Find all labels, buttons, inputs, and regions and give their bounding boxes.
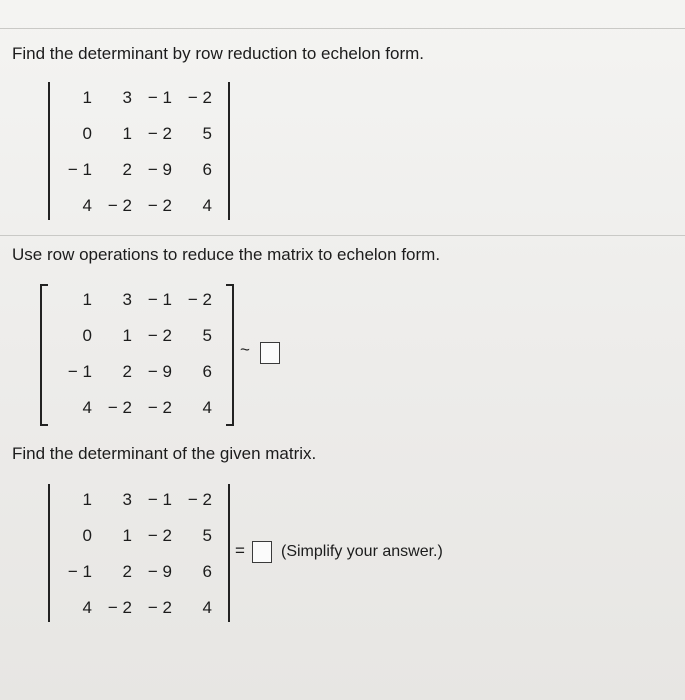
matrix-cell-r2-c3: − 2 [147,326,172,345]
matrix-cell-r2-c2: 1 [122,124,132,143]
top-divider [0,28,685,29]
matrix-cell-r3-c4: 6 [202,160,212,179]
matrix-cell-r1-c1: 1 [82,88,92,107]
matrix-cell-r2-c4: 5 [202,326,212,345]
matrix-cell-r1-c2: 3 [122,88,132,107]
matrix-cell-r2-c2: 1 [122,526,132,545]
matrix-cell-r2-c2: 1 [122,326,132,345]
matrix-cell-r3-c3: − 9 [147,562,172,581]
question-prompt: Find the determinant by row reduction to echelon form. [12,44,424,63]
matrix-cell-r4-c2: − 2 [107,398,132,417]
matrix-cell-r2-c1: 0 [82,526,92,545]
matrix-cell-r3-c4: 6 [202,362,212,381]
matrix-cell-r3-c1: − 1 [67,362,92,381]
matrix-cell-r3-c2: 2 [122,160,132,179]
echelon-answer-input[interactable] [260,342,280,364]
matrix-cell-r3-c3: − 9 [147,362,172,381]
section-divider [0,235,685,236]
matrix-bracket-right [226,284,234,426]
matrix-cell-r3-c1: − 1 [67,562,92,581]
matrix-cell-r3-c2: 2 [122,362,132,381]
matrix-cell-r1-c2: 3 [122,290,132,309]
equals-symbol: = [235,541,245,560]
matrix-cell-r4-c3: − 2 [147,398,172,417]
determinant-bar-left [48,82,50,220]
determinant-bar-right [228,82,230,220]
matrix-cell-r4-c4: 4 [202,398,212,417]
matrix-cell-r1-c4: − 2 [187,490,212,509]
matrix-cell-r2-c3: − 2 [147,526,172,545]
row-ops-prompt: Use row operations to reduce the matrix to echelon form. [12,245,441,264]
matrix-cell-r2-c4: 5 [202,526,212,545]
matrix-cell-r4-c4: 4 [202,598,212,617]
matrix-cell-r3-c4: 6 [202,562,212,581]
matrix-cell-r4-c1: 4 [82,196,92,215]
matrix-cell-r1-c4: − 2 [187,290,212,309]
matrix-cell-r1-c2: 3 [122,490,132,509]
matrix-cell-r4-c3: − 2 [147,598,172,617]
matrix-cell-r1-c1: 1 [82,290,92,309]
matrix-cell-r2-c4: 5 [202,124,212,143]
matrix-cell-r4-c4: 4 [202,196,212,215]
matrix-cell-r2-c1: 0 [82,124,92,143]
matrix-cell-r3-c1: − 1 [67,160,92,179]
matrix-bracket-left [40,284,48,426]
matrix-cell-r1-c3: − 1 [147,490,172,509]
matrix-cell-r3-c3: − 9 [147,160,172,179]
matrix-cell-r4-c1: 4 [82,398,92,417]
matrix-cell-r1-c1: 1 [82,490,92,509]
matrix-cell-r2-c1: 0 [82,326,92,345]
matrix-cell-r4-c1: 4 [82,598,92,617]
determinant-answer-input[interactable] [252,541,272,563]
determinant-bar-left [48,484,50,622]
matrix-cell-r1-c3: − 1 [147,290,172,309]
matrix-cell-r4-c2: − 2 [107,598,132,617]
matrix-cell-r1-c4: − 2 [187,88,212,107]
matrix-cell-r4-c2: − 2 [107,196,132,215]
determinant-bar-right [228,484,230,622]
determinant-prompt: Find the determinant of the given matrix. [12,444,317,463]
matrix-cell-r2-c3: − 2 [147,124,172,143]
equivalence-symbol: ~ [240,340,250,359]
matrix-cell-r3-c2: 2 [122,562,132,581]
simplify-hint: (Simplify your answer.) [281,543,443,560]
matrix-cell-r4-c3: − 2 [147,196,172,215]
matrix-cell-r1-c3: − 1 [147,88,172,107]
